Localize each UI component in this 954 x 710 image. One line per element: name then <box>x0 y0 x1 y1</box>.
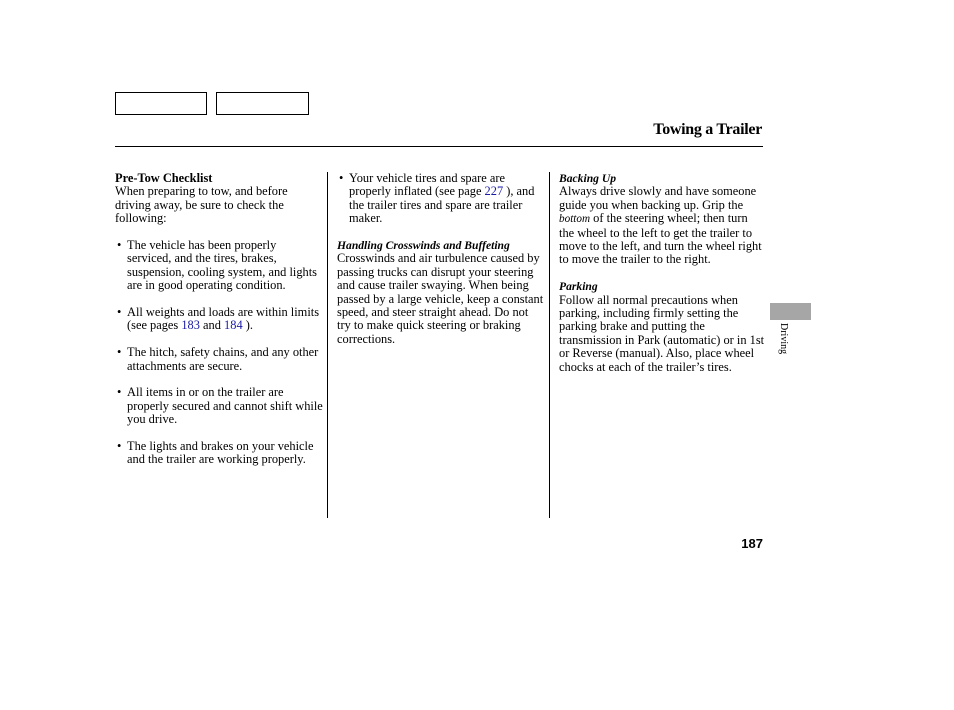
backing-up-body <box>559 185 765 266</box>
column-divider-2 <box>549 172 550 518</box>
page-link-183[interactable]: 183 <box>181 318 200 333</box>
list-item-text: Your vehicle tires and spare are properly inflated (see page <box>349 171 505 199</box>
page-title: Towing a Trailer <box>653 121 762 138</box>
section-heading-crosswinds: Handling Crosswinds and Buffeting <box>337 239 510 253</box>
column-backing-parking <box>559 172 765 374</box>
pre-tow-intro: When preparing to tow, and before driving away, be sure to check the following: <box>115 184 288 226</box>
page-link-184[interactable]: 184 <box>224 318 243 333</box>
column-pre-tow-checklist <box>115 172 323 467</box>
section-heading-backing-up: Backing Up <box>559 172 617 185</box>
list-item-text: ), and the trailer tires and spare are trailer maker. <box>349 184 535 226</box>
backing-up-text-1: Always drive slowly and have someone guide you when backing up. Grip the <box>559 184 757 212</box>
section-heading-parking: Parking <box>559 280 598 294</box>
backing-up-emphasis: bottom <box>559 213 591 226</box>
page-link-227[interactable]: 227 <box>484 184 504 199</box>
tire-checklist <box>337 172 545 226</box>
pre-tow-checklist <box>115 239 323 467</box>
parking-body: Follow all normal precautions when parking, including firmly setting the parking brake and putting the transmission in Park (automatic) or in 1st or Reverse (manual). Also, place wheel chocks at each of the trailer’s tires. <box>559 292 765 374</box>
list-item: • The lights and brakes on your vehicle and the trailer are working properly. <box>115 440 323 467</box>
section-heading-pre-tow: Pre-Tow Checklist <box>115 171 213 185</box>
page-number: 187 <box>741 536 763 551</box>
section-tab-marker[interactable] <box>770 303 811 320</box>
crosswinds-body: Crosswinds and air turbulence caused by passing trucks can disrupt your steering and cause trailer swaying. When being passed by a large vehicle, keep a constant speed, and steer straight ahead. Do not try to make quick steering or braking corrections. <box>337 251 544 346</box>
list-item: • The hitch, safety chains, and any other attachments are secure. <box>115 346 323 373</box>
list-item: • The vehicle has been properly serviced, and the tires, brakes, suspension, cooling system, and lights are in good operating condition. <box>115 239 323 293</box>
list-item-text: All weights and loads are within limits (see pages <box>127 305 320 333</box>
nav-box-previous[interactable] <box>115 92 207 115</box>
list-item <box>337 172 545 226</box>
list-item-text: ). <box>242 318 253 333</box>
column-divider-1 <box>327 172 328 518</box>
list-item <box>115 306 323 333</box>
backing-up-text-2: of the steering wheel; then turn the wheel to the left to get the trailer to move to the left, and turn the wheel right to move the trailer to the right. <box>559 211 762 267</box>
list-item-text: and <box>199 318 225 333</box>
title-divider <box>115 146 763 147</box>
section-tab-label: Driving <box>778 323 789 355</box>
column-crosswinds <box>337 172 545 346</box>
nav-box-next[interactable] <box>216 92 309 115</box>
list-item: • All items in or on the trailer are properly secured and cannot shift while you drive. <box>115 386 323 426</box>
